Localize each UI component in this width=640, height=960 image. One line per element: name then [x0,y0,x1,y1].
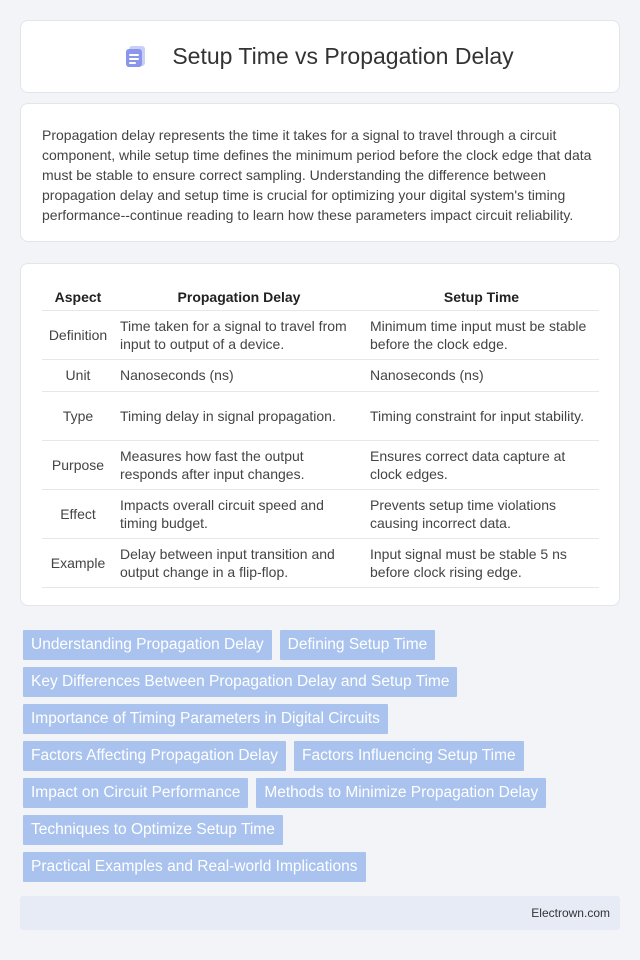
table-row [42,538,599,587]
cell-propagation-delay: Timing delay in signal propagation. [114,391,364,440]
table-row [42,359,599,391]
column-header-propagation-delay: Propagation Delay [114,284,364,310]
footer [20,896,620,930]
topic-tag[interactable]: Key Differences Between Propagation Delay and Setup Time [23,667,457,697]
topic-tag[interactable]: Factors Influencing Setup Time [294,741,524,771]
cell-aspect: Definition [42,310,114,359]
tag-row [23,704,623,741]
table-row [42,310,599,359]
cell-propagation-delay: Impacts overall circuit speed and timing budget. [114,489,364,538]
intro-card [20,103,620,242]
cell-setup-time: Nanoseconds (ns) [364,359,599,391]
document-icon [126,46,148,68]
intro-paragraph: Propagation delay represents the time it takes for a signal to travel through a circuit component, while setup time defines the minimum period before the clock edge that data must be stable to ensure correct sampling. Understanding the difference between propagation delay and setup time is crucial for optimizing your digital system's timing performance--continue reading to learn how these parameters impact circuit reliability. [42,127,592,223]
cell-aspect: Unit [42,359,114,391]
title-card [20,20,620,93]
table-header-row [42,284,599,310]
cell-setup-time: Input signal must be stable 5 ns before clock rising edge. [364,538,599,587]
cell-setup-time: Minimum time input must be stable before the clock edge. [364,310,599,359]
footer-site-link[interactable]: Electrown.com [531,906,610,920]
cell-propagation-delay: Delay between input transition and output change in a flip-flop. [114,538,364,587]
cell-aspect: Type [42,391,114,440]
tag-row [23,815,623,852]
cell-aspect: Example [42,538,114,587]
topic-tag[interactable]: Factors Affecting Propagation Delay [23,741,286,771]
tag-row [23,852,623,889]
cell-setup-time: Ensures correct data capture at clock edges. [364,440,599,489]
topic-tag[interactable]: Methods to Minimize Propagation Delay [256,778,546,808]
table-row [42,391,599,440]
cell-propagation-delay: Measures how fast the output responds after input changes. [114,440,364,489]
table-row [42,489,599,538]
column-header-aspect: Aspect [42,284,114,310]
topic-tag[interactable]: Impact on Circuit Performance [23,778,248,808]
topic-tag[interactable]: Importance of Timing Parameters in Digital Circuits [23,704,388,734]
cell-setup-time: Prevents setup time violations causing incorrect data. [364,489,599,538]
tag-row [23,778,623,815]
topic-tag[interactable]: Understanding Propagation Delay [23,630,272,660]
topic-tag[interactable]: Practical Examples and Real-world Implications [23,852,366,882]
column-header-setup-time: Setup Time [364,284,599,310]
cell-propagation-delay: Nanoseconds (ns) [114,359,364,391]
tag-row [23,741,623,778]
cell-aspect: Effect [42,489,114,538]
topic-tag[interactable]: Techniques to Optimize Setup Time [23,815,283,845]
comparison-table-card [20,263,620,606]
cell-setup-time: Timing constraint for input stability. [364,391,599,440]
cell-propagation-delay: Time taken for a signal to travel from input to output of a device. [114,310,364,359]
cell-aspect: Purpose [42,440,114,489]
topic-tag[interactable]: Defining Setup Time [280,630,436,660]
tag-row [23,667,623,704]
tag-row [23,630,623,667]
table-row [42,440,599,489]
comparison-table [42,284,599,588]
related-topics [23,630,623,889]
page-title: Setup Time vs Propagation Delay [172,43,514,69]
